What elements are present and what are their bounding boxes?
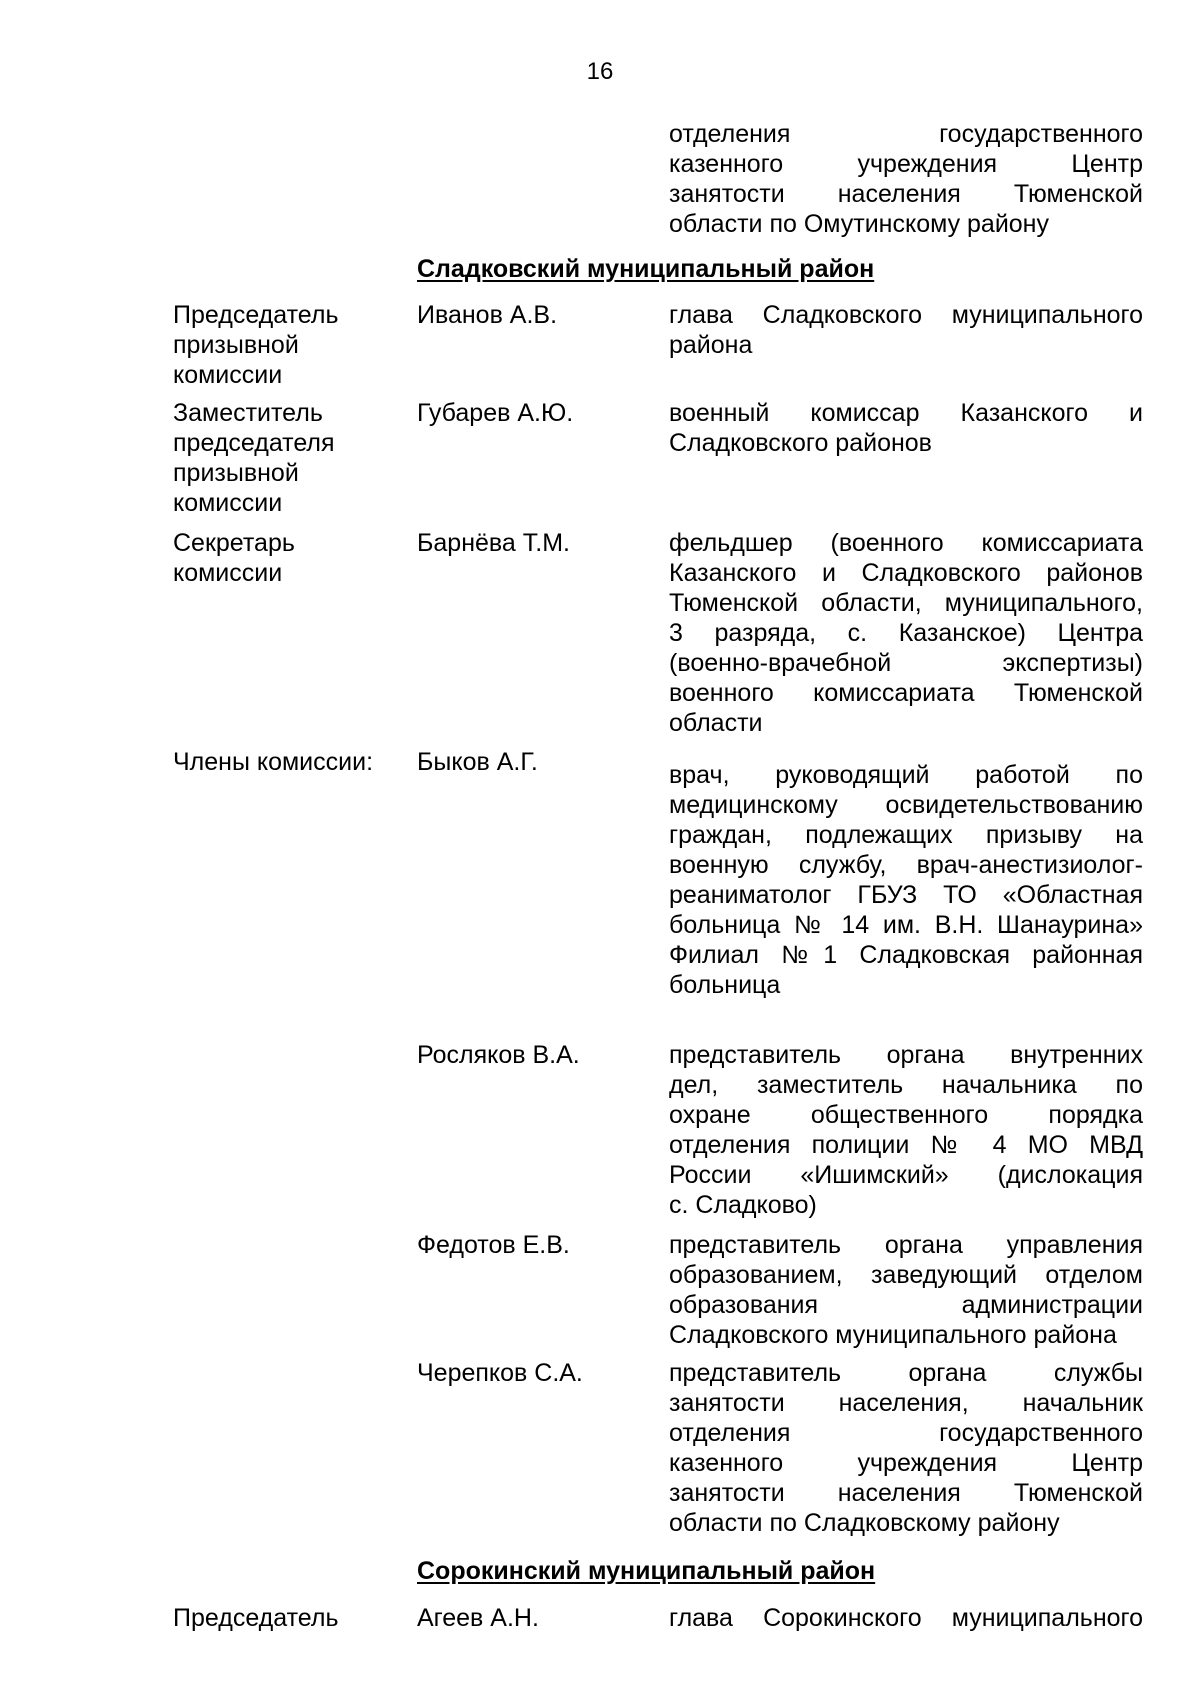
role-line: комиссии <box>173 489 283 517</box>
member-description <box>669 300 1143 360</box>
description-line: Сладковского районов <box>669 429 932 457</box>
role-line: Члены комиссии: <box>173 748 374 776</box>
description-line: области <box>669 709 763 737</box>
description-line: Тюменской области, муниципального, <box>669 589 1143 617</box>
member-name: Росляков В.А. <box>417 1041 580 1069</box>
description-line: занятости населения Тюменской <box>669 180 1143 208</box>
description-line: больница <box>669 971 781 999</box>
description-line: Филиал №1 Сладковская районная <box>669 941 1143 969</box>
section-heading-sladkovsky: Сладковский муниципальный район <box>417 255 875 283</box>
description-line: казенного учреждения Центр <box>669 150 1143 178</box>
description-line: отделения государственного <box>669 1419 1143 1447</box>
description-line: с. Сладково) <box>669 1191 817 1219</box>
member-name: Черепков С.А. <box>417 1359 583 1387</box>
role-chairman <box>173 300 403 390</box>
description-line: образования администрации <box>669 1291 1143 1319</box>
role-line: призывной <box>173 459 299 487</box>
role-members <box>173 747 403 777</box>
description-line: охране общественного порядка <box>669 1101 1143 1129</box>
member-description <box>669 398 1143 458</box>
description-line: России «Ишимский» (дислокация <box>669 1161 1143 1189</box>
role-line: Секретарь <box>173 529 295 557</box>
role-secretary <box>173 528 403 588</box>
description-line: занятости населения Тюменской <box>669 1479 1143 1507</box>
continuation-description <box>669 119 1143 239</box>
description-line: реаниматолог ГБУЗ ТО «Областная <box>669 881 1143 909</box>
member-name: Быков А.Г. <box>417 748 538 776</box>
role-line: Председатель <box>173 1604 339 1632</box>
description-line: представитель органа внутренних <box>669 1041 1143 1069</box>
member-description <box>669 1040 1143 1220</box>
page-number: 16 <box>586 58 614 85</box>
description-line: отделения государственного <box>669 120 1143 148</box>
member-description <box>669 1230 1143 1350</box>
role-line: призывной <box>173 331 299 359</box>
description-line: отделения полиции № 4 МО МВД <box>669 1131 1143 1159</box>
description-line: (военно-врачебной экспертизы) <box>669 649 1143 677</box>
role-line: комиссии <box>173 559 283 587</box>
description-line: фельдшер (военного комиссариата <box>669 529 1143 557</box>
role-line: комиссии <box>173 361 283 389</box>
description-line: военный комиссар Казанского и <box>669 399 1143 427</box>
role-deputy-chairman <box>173 398 403 518</box>
role-chairman <box>173 1603 403 1633</box>
description-line: области по Омутинскому району <box>669 210 1049 238</box>
description-line: военного комиссариата Тюменской <box>669 679 1143 707</box>
description-line: больница № 14 им. В.Н. Шанаурина» <box>669 911 1143 939</box>
description-line: представитель органа управления <box>669 1231 1143 1259</box>
description-line: врач, руководящий работой по <box>669 761 1143 789</box>
description-line: 3 разряда, с. Казанское) Центра <box>669 619 1143 647</box>
description-line: дел, заместитель начальника по <box>669 1071 1143 1099</box>
role-line: председателя <box>173 429 335 457</box>
member-name: Иванов А.В. <box>417 301 558 329</box>
description-line: глава Сладковского муниципального <box>669 301 1143 329</box>
description-line: занятости населения, начальник <box>669 1389 1143 1417</box>
role-line: Председатель <box>173 301 339 329</box>
member-name: Барнёва Т.М. <box>417 529 570 557</box>
member-description <box>669 1603 1143 1633</box>
section-heading-sorokinsky: Сорокинский муниципальный район <box>417 1557 876 1585</box>
description-line: медицинскому освидетельствованию <box>669 791 1143 819</box>
description-line: Сладковского муниципального района <box>669 1321 1117 1349</box>
role-line: Заместитель <box>173 399 323 427</box>
member-name: Федотов Е.В. <box>417 1231 570 1259</box>
description-line: глава Сорокинского муниципального <box>669 1604 1143 1632</box>
description-line: военную службу, врач-анестизиолог- <box>669 851 1143 879</box>
description-line: Казанского и Сладковского районов <box>669 559 1143 587</box>
description-line: района <box>669 331 753 359</box>
member-description <box>669 1358 1143 1538</box>
description-line: представитель органа службы <box>669 1359 1143 1387</box>
description-line: казенного учреждения Центр <box>669 1449 1143 1477</box>
description-line: образованием, заведующий отделом <box>669 1261 1143 1289</box>
member-name: Губарев А.Ю. <box>417 399 574 427</box>
description-line: граждан, подлежащих призыву на <box>669 821 1143 849</box>
member-description <box>669 760 1143 1000</box>
member-name: Агеев А.Н. <box>417 1604 539 1632</box>
description-line: области по Сладковскому району <box>669 1509 1060 1537</box>
member-description <box>669 528 1143 738</box>
